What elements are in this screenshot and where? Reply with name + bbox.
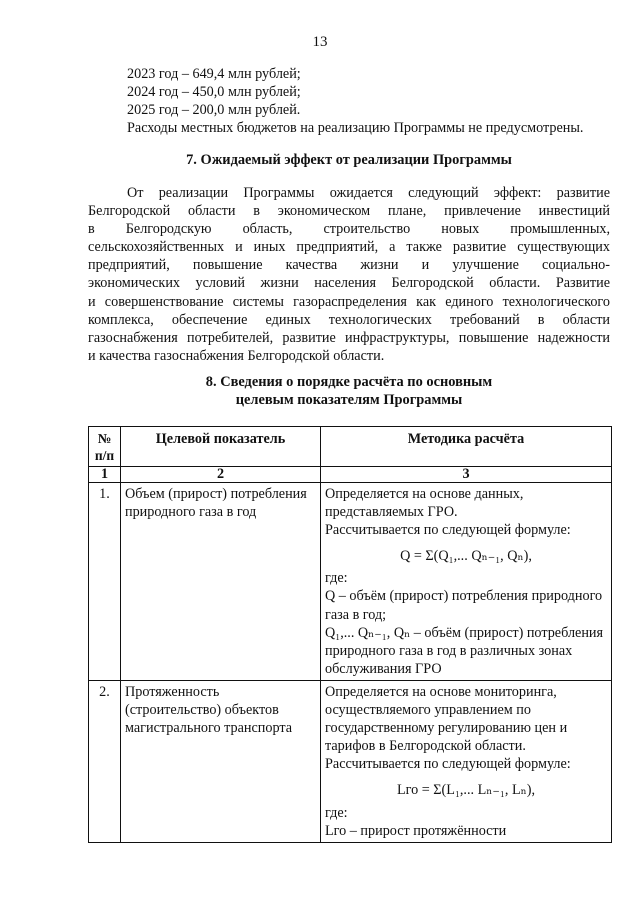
formula: Lго = Σ(L₁,... Lₙ₋₁, Lₙ), <box>396 782 536 799</box>
table-row <box>89 483 612 681</box>
section7-line: От реализации Программы ожидается следующий эффект: развитие <box>127 185 610 201</box>
definition: Q₁,... Qₙ₋₁, Qₙ – объём (прирост) потребления природного газа в год в различных зонах обслуживания ГРО <box>325 624 604 677</box>
budget-line-2024: 2024 год – 450,0 млн рублей; <box>127 84 301 100</box>
col-number: 1 <box>89 467 121 483</box>
method-calc: Рассчитывается по следующей формуле: <box>325 522 571 539</box>
section7-line: и качества газоснабжения Белгородской области. <box>88 347 385 364</box>
section8-title-line1: 8. Сведения о порядке расчёта по основным <box>205 374 493 390</box>
row-indicator: Протяженность (строительство) объектов магистрального транспорта <box>121 680 321 842</box>
header-method: Методика расчёта <box>321 427 612 467</box>
section7-line: Белгородской области в экономическом плане, привлечение инвестиций <box>88 203 610 220</box>
section8-title-line2: целевым показателям Программы <box>235 392 463 408</box>
row-method <box>321 483 612 681</box>
section7-line: комплекса, обеспечение единых технологических требований в области <box>88 311 610 328</box>
method-intro: Определяется на основе мониторинга, осуществляемого управлением по государственному регулированию цен и тарифов в Белгородской области. <box>325 683 568 755</box>
where-label: где: <box>325 570 348 587</box>
section7-title: 7. Ожидаемый эффект от реализации Программы <box>186 152 512 168</box>
row-method <box>321 680 612 842</box>
section7-line: сельскохозяйственных и иных предприятий, а также развитие существующих <box>88 239 610 256</box>
local-budget-note: Расходы местных бюджетов на реализацию Программы не предусмотрены. <box>127 120 584 136</box>
budget-line-2025: 2025 год – 200,0 млн рублей. <box>127 102 301 118</box>
section7-line: в Белгородскую область, строительство новых промышленных, <box>88 221 610 238</box>
row-indicator: Объем (прирост) потребления природного газа в год <box>121 483 321 681</box>
section7-line: предприятий, повышение качества жизни и улучшение социально- <box>88 257 610 274</box>
section7-line: газоснабжения потребителей, развитие инфраструктуры, повышение надежности <box>88 329 610 346</box>
col-number: 2 <box>121 467 321 483</box>
row-num: 1. <box>89 483 121 681</box>
page-number: 13 <box>312 34 328 50</box>
row-num: 2. <box>89 680 121 842</box>
definition: Lго – прирост протяжённости <box>325 822 507 839</box>
section7-paragraph <box>88 184 610 365</box>
header-indicator: Целевой показатель <box>121 427 321 467</box>
col-number: 3 <box>321 467 612 483</box>
header-num: № п/п <box>89 427 121 467</box>
method-calc: Рассчитывается по следующей формуле: <box>325 756 571 773</box>
section7-line: экономических условий жизни населения Белгородской области. Развитие <box>88 275 610 292</box>
where-label: где: <box>325 804 348 821</box>
formula: Q = Σ(Q₁,... Qₙ₋₁, Qₙ), <box>400 548 532 565</box>
column-number-row <box>89 467 612 483</box>
table-row <box>89 680 612 842</box>
section7-line: и совершенствование системы газораспределения как единого технологического <box>88 293 610 310</box>
method-intro: Определяется на основе данных, представляемых ГРО. <box>325 486 524 521</box>
table-header-row <box>89 427 612 467</box>
budget-line-2023: 2023 год – 649,4 млн рублей; <box>127 66 301 82</box>
definition: Q – объём (прирост) потребления природного газа в год; <box>325 588 603 623</box>
indicators-table <box>88 426 612 843</box>
